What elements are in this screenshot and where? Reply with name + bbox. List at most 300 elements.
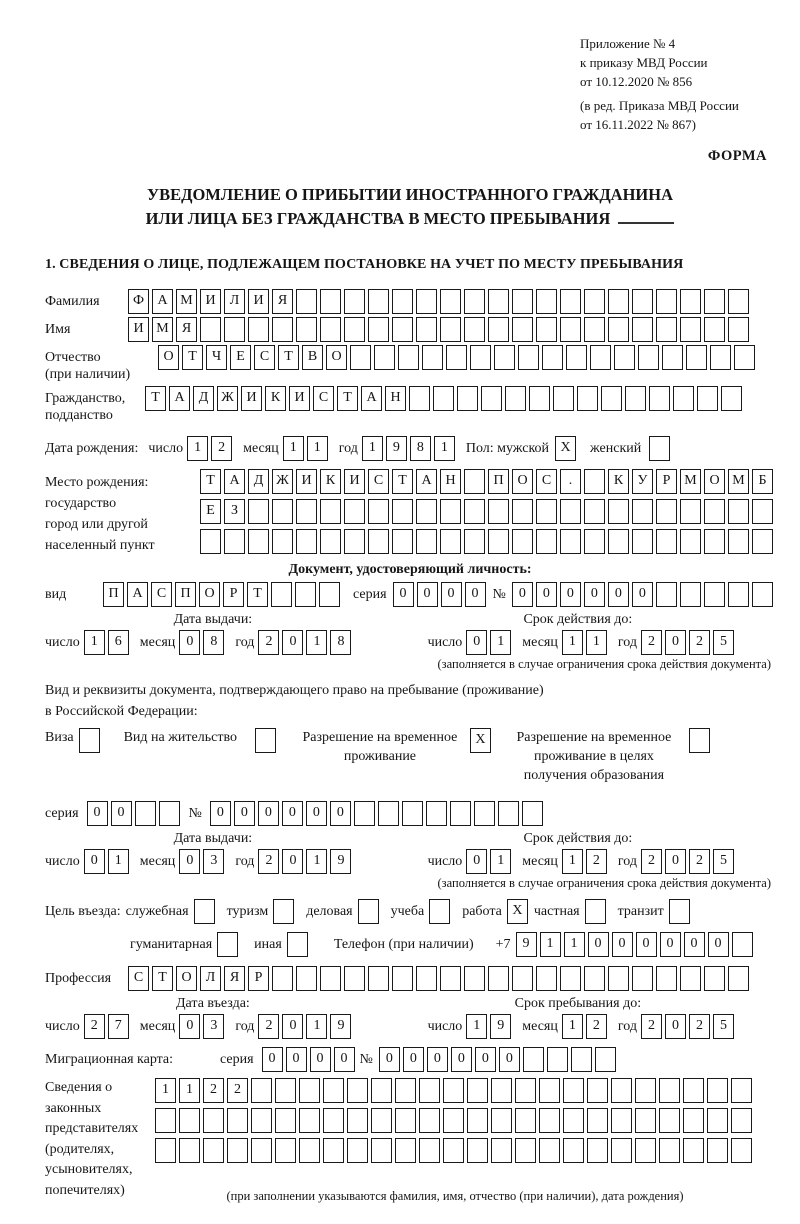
char-cell[interactable] xyxy=(683,1138,704,1163)
char-cell[interactable] xyxy=(371,1138,392,1163)
opt-study-checkbox[interactable] xyxy=(429,899,450,924)
char-cell[interactable] xyxy=(656,499,677,524)
char-cell[interactable]: 1 xyxy=(564,932,585,957)
char-cell[interactable]: 0 xyxy=(282,801,303,826)
char-cell[interactable] xyxy=(323,1108,344,1133)
char-cell[interactable]: 1 xyxy=(84,630,105,655)
char-cell[interactable]: П xyxy=(175,582,196,607)
char-cell[interactable] xyxy=(227,1108,248,1133)
char-cell[interactable]: К xyxy=(320,469,341,494)
char-cell[interactable]: 1 xyxy=(362,436,383,461)
char-cell[interactable] xyxy=(683,1108,704,1133)
char-cell[interactable]: О xyxy=(512,469,533,494)
char-cell[interactable] xyxy=(656,317,677,342)
char-cell[interactable] xyxy=(752,529,773,554)
char-cell[interactable] xyxy=(275,1078,296,1103)
char-cell[interactable] xyxy=(659,1138,680,1163)
char-cell[interactable]: Т xyxy=(200,469,221,494)
char-cell[interactable] xyxy=(611,1078,632,1103)
char-cell[interactable]: 0 xyxy=(282,1014,303,1039)
char-cell[interactable] xyxy=(608,966,629,991)
char-cell[interactable]: 1 xyxy=(306,849,327,874)
char-cell[interactable] xyxy=(728,499,749,524)
char-cell[interactable]: 9 xyxy=(490,1014,511,1039)
char-cell[interactable] xyxy=(632,529,653,554)
char-cell[interactable] xyxy=(656,529,677,554)
char-cell[interactable] xyxy=(542,345,563,370)
char-cell[interactable]: 1 xyxy=(490,630,511,655)
char-cell[interactable] xyxy=(248,499,269,524)
char-cell[interactable]: А xyxy=(152,289,173,314)
char-cell[interactable] xyxy=(319,582,340,607)
char-cell[interactable] xyxy=(577,386,598,411)
char-cell[interactable] xyxy=(505,386,526,411)
char-cell[interactable]: 2 xyxy=(227,1078,248,1103)
char-cell[interactable] xyxy=(426,801,447,826)
char-cell[interactable]: 0 xyxy=(179,849,200,874)
char-cell[interactable] xyxy=(625,386,646,411)
char-cell[interactable] xyxy=(563,1138,584,1163)
char-cell[interactable]: 2 xyxy=(641,630,662,655)
char-cell[interactable]: 1 xyxy=(179,1078,200,1103)
char-cell[interactable] xyxy=(395,1108,416,1133)
char-cell[interactable] xyxy=(539,1108,560,1133)
char-cell[interactable] xyxy=(295,582,316,607)
char-cell[interactable] xyxy=(704,317,725,342)
char-cell[interactable] xyxy=(224,529,245,554)
char-cell[interactable]: М xyxy=(680,469,701,494)
char-cell[interactable] xyxy=(614,345,635,370)
char-cell[interactable]: 0 xyxy=(708,932,729,957)
char-cell[interactable] xyxy=(392,966,413,991)
char-cell[interactable]: 0 xyxy=(87,801,108,826)
char-cell[interactable]: С xyxy=(368,469,389,494)
char-cell[interactable]: С xyxy=(313,386,334,411)
char-cell[interactable] xyxy=(450,801,471,826)
char-cell[interactable] xyxy=(320,317,341,342)
char-cell[interactable]: Т xyxy=(152,966,173,991)
char-cell[interactable] xyxy=(632,966,653,991)
char-cell[interactable] xyxy=(347,1078,368,1103)
char-cell[interactable] xyxy=(248,317,269,342)
char-cell[interactable] xyxy=(649,386,670,411)
char-cell[interactable]: 2 xyxy=(258,849,279,874)
char-cell[interactable] xyxy=(680,499,701,524)
char-cell[interactable] xyxy=(611,1138,632,1163)
char-cell[interactable] xyxy=(392,499,413,524)
char-cell[interactable]: 1 xyxy=(466,1014,487,1039)
char-cell[interactable] xyxy=(587,1078,608,1103)
char-cell[interactable]: П xyxy=(103,582,124,607)
char-cell[interactable] xyxy=(686,345,707,370)
char-cell[interactable] xyxy=(732,932,753,957)
char-cell[interactable] xyxy=(734,345,755,370)
char-cell[interactable]: Е xyxy=(230,345,251,370)
char-cell[interactable]: Ч xyxy=(206,345,227,370)
char-cell[interactable] xyxy=(464,317,485,342)
char-cell[interactable] xyxy=(344,499,365,524)
char-cell[interactable]: 0 xyxy=(286,1047,307,1072)
char-cell[interactable] xyxy=(371,1108,392,1133)
char-cell[interactable]: 0 xyxy=(179,1014,200,1039)
char-cell[interactable]: Ж xyxy=(217,386,238,411)
char-cell[interactable]: 0 xyxy=(234,801,255,826)
char-cell[interactable]: И xyxy=(200,289,221,314)
char-cell[interactable]: 0 xyxy=(330,801,351,826)
char-cell[interactable] xyxy=(566,345,587,370)
char-cell[interactable] xyxy=(481,386,502,411)
char-cell[interactable]: 0 xyxy=(306,801,327,826)
char-cell[interactable] xyxy=(728,289,749,314)
char-cell[interactable] xyxy=(707,1138,728,1163)
char-cell[interactable]: Я xyxy=(224,966,245,991)
char-cell[interactable] xyxy=(464,469,485,494)
char-cell[interactable]: 0 xyxy=(465,582,486,607)
char-cell[interactable] xyxy=(272,317,293,342)
char-cell[interactable] xyxy=(200,529,221,554)
char-cell[interactable] xyxy=(179,1108,200,1133)
char-cell[interactable] xyxy=(378,801,399,826)
char-cell[interactable]: С xyxy=(254,345,275,370)
char-cell[interactable] xyxy=(680,317,701,342)
char-cell[interactable]: 1 xyxy=(540,932,561,957)
char-cell[interactable]: 0 xyxy=(111,801,132,826)
char-cell[interactable]: В xyxy=(302,345,323,370)
char-cell[interactable] xyxy=(299,1138,320,1163)
char-cell[interactable] xyxy=(443,1108,464,1133)
char-cell[interactable]: 8 xyxy=(203,630,224,655)
char-cell[interactable] xyxy=(632,289,653,314)
char-cell[interactable]: Т xyxy=(182,345,203,370)
char-cell[interactable]: Р xyxy=(248,966,269,991)
char-cell[interactable]: Л xyxy=(224,289,245,314)
char-cell[interactable]: О xyxy=(199,582,220,607)
char-cell[interactable] xyxy=(179,1138,200,1163)
char-cell[interactable]: 1 xyxy=(562,849,583,874)
char-cell[interactable] xyxy=(419,1078,440,1103)
char-cell[interactable] xyxy=(529,386,550,411)
char-cell[interactable]: 1 xyxy=(283,436,304,461)
char-cell[interactable]: Д xyxy=(248,469,269,494)
char-cell[interactable] xyxy=(680,529,701,554)
char-cell[interactable]: 0 xyxy=(632,582,653,607)
char-cell[interactable]: 9 xyxy=(516,932,537,957)
char-cell[interactable] xyxy=(323,1138,344,1163)
char-cell[interactable] xyxy=(344,529,365,554)
char-cell[interactable] xyxy=(155,1108,176,1133)
char-cell[interactable]: 0 xyxy=(608,582,629,607)
opt-tourism-checkbox[interactable] xyxy=(273,899,294,924)
char-cell[interactable] xyxy=(608,499,629,524)
char-cell[interactable] xyxy=(440,529,461,554)
opt-humanitarian-checkbox[interactable] xyxy=(217,932,238,957)
char-cell[interactable]: 3 xyxy=(203,849,224,874)
char-cell[interactable]: 2 xyxy=(84,1014,105,1039)
char-cell[interactable] xyxy=(638,345,659,370)
char-cell[interactable]: 0 xyxy=(282,630,303,655)
char-cell[interactable] xyxy=(419,1138,440,1163)
char-cell[interactable]: Н xyxy=(440,469,461,494)
char-cell[interactable]: К xyxy=(265,386,286,411)
char-cell[interactable] xyxy=(680,289,701,314)
char-cell[interactable]: 2 xyxy=(689,630,710,655)
char-cell[interactable] xyxy=(296,499,317,524)
char-cell[interactable] xyxy=(200,317,221,342)
char-cell[interactable]: С xyxy=(536,469,557,494)
char-cell[interactable] xyxy=(728,966,749,991)
char-cell[interactable] xyxy=(464,289,485,314)
char-cell[interactable]: Я xyxy=(272,289,293,314)
char-cell[interactable]: 0 xyxy=(584,582,605,607)
char-cell[interactable] xyxy=(547,1047,568,1072)
char-cell[interactable] xyxy=(227,1138,248,1163)
char-cell[interactable] xyxy=(656,966,677,991)
char-cell[interactable] xyxy=(296,966,317,991)
char-cell[interactable]: 2 xyxy=(203,1078,224,1103)
char-cell[interactable] xyxy=(752,499,773,524)
char-cell[interactable] xyxy=(251,1108,272,1133)
char-cell[interactable] xyxy=(416,499,437,524)
char-cell[interactable]: 0 xyxy=(636,932,657,957)
char-cell[interactable] xyxy=(536,499,557,524)
char-cell[interactable] xyxy=(560,289,581,314)
char-cell[interactable]: М xyxy=(152,317,173,342)
char-cell[interactable] xyxy=(512,317,533,342)
char-cell[interactable] xyxy=(368,289,389,314)
char-cell[interactable] xyxy=(474,801,495,826)
char-cell[interactable] xyxy=(512,966,533,991)
char-cell[interactable] xyxy=(635,1078,656,1103)
char-cell[interactable] xyxy=(344,966,365,991)
char-cell[interactable]: 1 xyxy=(562,630,583,655)
char-cell[interactable]: 0 xyxy=(427,1047,448,1072)
char-cell[interactable]: М xyxy=(176,289,197,314)
char-cell[interactable] xyxy=(721,386,742,411)
char-cell[interactable] xyxy=(512,499,533,524)
char-cell[interactable]: 2 xyxy=(641,1014,662,1039)
char-cell[interactable] xyxy=(553,386,574,411)
char-cell[interactable] xyxy=(416,289,437,314)
char-cell[interactable]: Б xyxy=(752,469,773,494)
char-cell[interactable] xyxy=(731,1078,752,1103)
char-cell[interactable]: 1 xyxy=(490,849,511,874)
char-cell[interactable] xyxy=(515,1078,536,1103)
char-cell[interactable]: 7 xyxy=(108,1014,129,1039)
char-cell[interactable] xyxy=(155,1138,176,1163)
char-cell[interactable] xyxy=(272,529,293,554)
char-cell[interactable] xyxy=(680,966,701,991)
char-cell[interactable] xyxy=(522,801,543,826)
char-cell[interactable]: Н xyxy=(385,386,406,411)
char-cell[interactable] xyxy=(536,966,557,991)
char-cell[interactable] xyxy=(728,317,749,342)
char-cell[interactable]: 0 xyxy=(612,932,633,957)
char-cell[interactable]: Т xyxy=(392,469,413,494)
char-cell[interactable] xyxy=(296,289,317,314)
char-cell[interactable] xyxy=(515,1108,536,1133)
char-cell[interactable] xyxy=(491,1138,512,1163)
char-cell[interactable] xyxy=(467,1108,488,1133)
char-cell[interactable]: 5 xyxy=(713,630,734,655)
char-cell[interactable] xyxy=(584,529,605,554)
char-cell[interactable] xyxy=(608,289,629,314)
char-cell[interactable] xyxy=(275,1138,296,1163)
char-cell[interactable]: 0 xyxy=(282,849,303,874)
char-cell[interactable] xyxy=(611,1108,632,1133)
char-cell[interactable] xyxy=(728,582,749,607)
char-cell[interactable]: 0 xyxy=(403,1047,424,1072)
char-cell[interactable] xyxy=(494,345,515,370)
char-cell[interactable]: И xyxy=(289,386,310,411)
char-cell[interactable] xyxy=(275,1108,296,1133)
char-cell[interactable]: 0 xyxy=(665,1014,686,1039)
char-cell[interactable]: 1 xyxy=(306,1014,327,1039)
char-cell[interactable] xyxy=(584,469,605,494)
char-cell[interactable]: 0 xyxy=(258,801,279,826)
char-cell[interactable]: 0 xyxy=(536,582,557,607)
char-cell[interactable]: 0 xyxy=(441,582,462,607)
char-cell[interactable] xyxy=(368,966,389,991)
char-cell[interactable] xyxy=(632,499,653,524)
char-cell[interactable] xyxy=(601,386,622,411)
char-cell[interactable] xyxy=(584,499,605,524)
char-cell[interactable]: 0 xyxy=(179,630,200,655)
residence-permit-checkbox[interactable] xyxy=(255,728,276,753)
char-cell[interactable] xyxy=(584,289,605,314)
char-cell[interactable]: Е xyxy=(200,499,221,524)
char-cell[interactable] xyxy=(563,1078,584,1103)
char-cell[interactable]: К xyxy=(608,469,629,494)
char-cell[interactable] xyxy=(488,289,509,314)
char-cell[interactable] xyxy=(409,386,430,411)
char-cell[interactable]: 0 xyxy=(393,582,414,607)
char-cell[interactable] xyxy=(536,289,557,314)
char-cell[interactable] xyxy=(536,317,557,342)
char-cell[interactable] xyxy=(707,1108,728,1133)
opt-other-checkbox[interactable] xyxy=(287,932,308,957)
char-cell[interactable]: А xyxy=(224,469,245,494)
char-cell[interactable] xyxy=(371,1078,392,1103)
char-cell[interactable] xyxy=(203,1138,224,1163)
char-cell[interactable] xyxy=(402,801,423,826)
char-cell[interactable] xyxy=(368,317,389,342)
char-cell[interactable] xyxy=(707,1078,728,1103)
char-cell[interactable]: 2 xyxy=(689,1014,710,1039)
char-cell[interactable] xyxy=(398,345,419,370)
char-cell[interactable] xyxy=(608,317,629,342)
char-cell[interactable] xyxy=(673,386,694,411)
char-cell[interactable]: 9 xyxy=(330,849,351,874)
char-cell[interactable] xyxy=(395,1078,416,1103)
char-cell[interactable] xyxy=(491,1078,512,1103)
char-cell[interactable]: Л xyxy=(200,966,221,991)
char-cell[interactable] xyxy=(728,529,749,554)
char-cell[interactable] xyxy=(320,499,341,524)
char-cell[interactable]: 0 xyxy=(660,932,681,957)
char-cell[interactable]: И xyxy=(128,317,149,342)
char-cell[interactable] xyxy=(271,582,292,607)
visa-checkbox[interactable] xyxy=(79,728,100,753)
char-cell[interactable] xyxy=(467,1078,488,1103)
female-checkbox[interactable] xyxy=(649,436,670,461)
char-cell[interactable] xyxy=(560,499,581,524)
char-cell[interactable] xyxy=(704,582,725,607)
char-cell[interactable] xyxy=(662,345,683,370)
char-cell[interactable] xyxy=(440,966,461,991)
char-cell[interactable] xyxy=(584,317,605,342)
char-cell[interactable]: Р xyxy=(656,469,677,494)
char-cell[interactable] xyxy=(320,529,341,554)
char-cell[interactable] xyxy=(488,966,509,991)
char-cell[interactable] xyxy=(498,801,519,826)
char-cell[interactable] xyxy=(697,386,718,411)
char-cell[interactable] xyxy=(320,289,341,314)
char-cell[interactable] xyxy=(374,345,395,370)
char-cell[interactable]: О xyxy=(176,966,197,991)
char-cell[interactable]: 5 xyxy=(713,1014,734,1039)
char-cell[interactable]: И xyxy=(248,289,269,314)
char-cell[interactable] xyxy=(392,317,413,342)
char-cell[interactable]: О xyxy=(704,469,725,494)
char-cell[interactable]: 5 xyxy=(713,849,734,874)
char-cell[interactable]: Т xyxy=(278,345,299,370)
opt-official-checkbox[interactable] xyxy=(194,899,215,924)
char-cell[interactable]: 2 xyxy=(258,630,279,655)
char-cell[interactable]: 1 xyxy=(562,1014,583,1039)
char-cell[interactable] xyxy=(350,345,371,370)
char-cell[interactable] xyxy=(515,1138,536,1163)
char-cell[interactable] xyxy=(422,345,443,370)
char-cell[interactable]: М xyxy=(728,469,749,494)
char-cell[interactable] xyxy=(539,1138,560,1163)
char-cell[interactable]: 1 xyxy=(434,436,455,461)
char-cell[interactable] xyxy=(299,1078,320,1103)
char-cell[interactable] xyxy=(440,499,461,524)
char-cell[interactable] xyxy=(470,345,491,370)
char-cell[interactable]: Т xyxy=(145,386,166,411)
char-cell[interactable]: 1 xyxy=(306,630,327,655)
char-cell[interactable] xyxy=(464,529,485,554)
char-cell[interactable] xyxy=(731,1108,752,1133)
char-cell[interactable]: 0 xyxy=(475,1047,496,1072)
char-cell[interactable]: И xyxy=(344,469,365,494)
char-cell[interactable] xyxy=(704,966,725,991)
char-cell[interactable]: Ф xyxy=(128,289,149,314)
char-cell[interactable]: 1 xyxy=(155,1078,176,1103)
char-cell[interactable]: 1 xyxy=(187,436,208,461)
char-cell[interactable] xyxy=(443,1078,464,1103)
char-cell[interactable]: 0 xyxy=(262,1047,283,1072)
char-cell[interactable] xyxy=(710,345,731,370)
char-cell[interactable]: 0 xyxy=(334,1047,355,1072)
char-cell[interactable] xyxy=(595,1047,616,1072)
char-cell[interactable] xyxy=(347,1138,368,1163)
char-cell[interactable] xyxy=(571,1047,592,1072)
opt-work-checkbox[interactable]: X xyxy=(507,899,528,924)
char-cell[interactable] xyxy=(752,582,773,607)
char-cell[interactable] xyxy=(539,1078,560,1103)
char-cell[interactable] xyxy=(344,289,365,314)
char-cell[interactable]: 8 xyxy=(410,436,431,461)
char-cell[interactable] xyxy=(224,317,245,342)
char-cell[interactable]: 0 xyxy=(466,630,487,655)
char-cell[interactable] xyxy=(457,386,478,411)
char-cell[interactable] xyxy=(488,499,509,524)
char-cell[interactable]: 0 xyxy=(512,582,533,607)
char-cell[interactable] xyxy=(704,289,725,314)
char-cell[interactable]: 0 xyxy=(210,801,231,826)
char-cell[interactable] xyxy=(299,1108,320,1133)
